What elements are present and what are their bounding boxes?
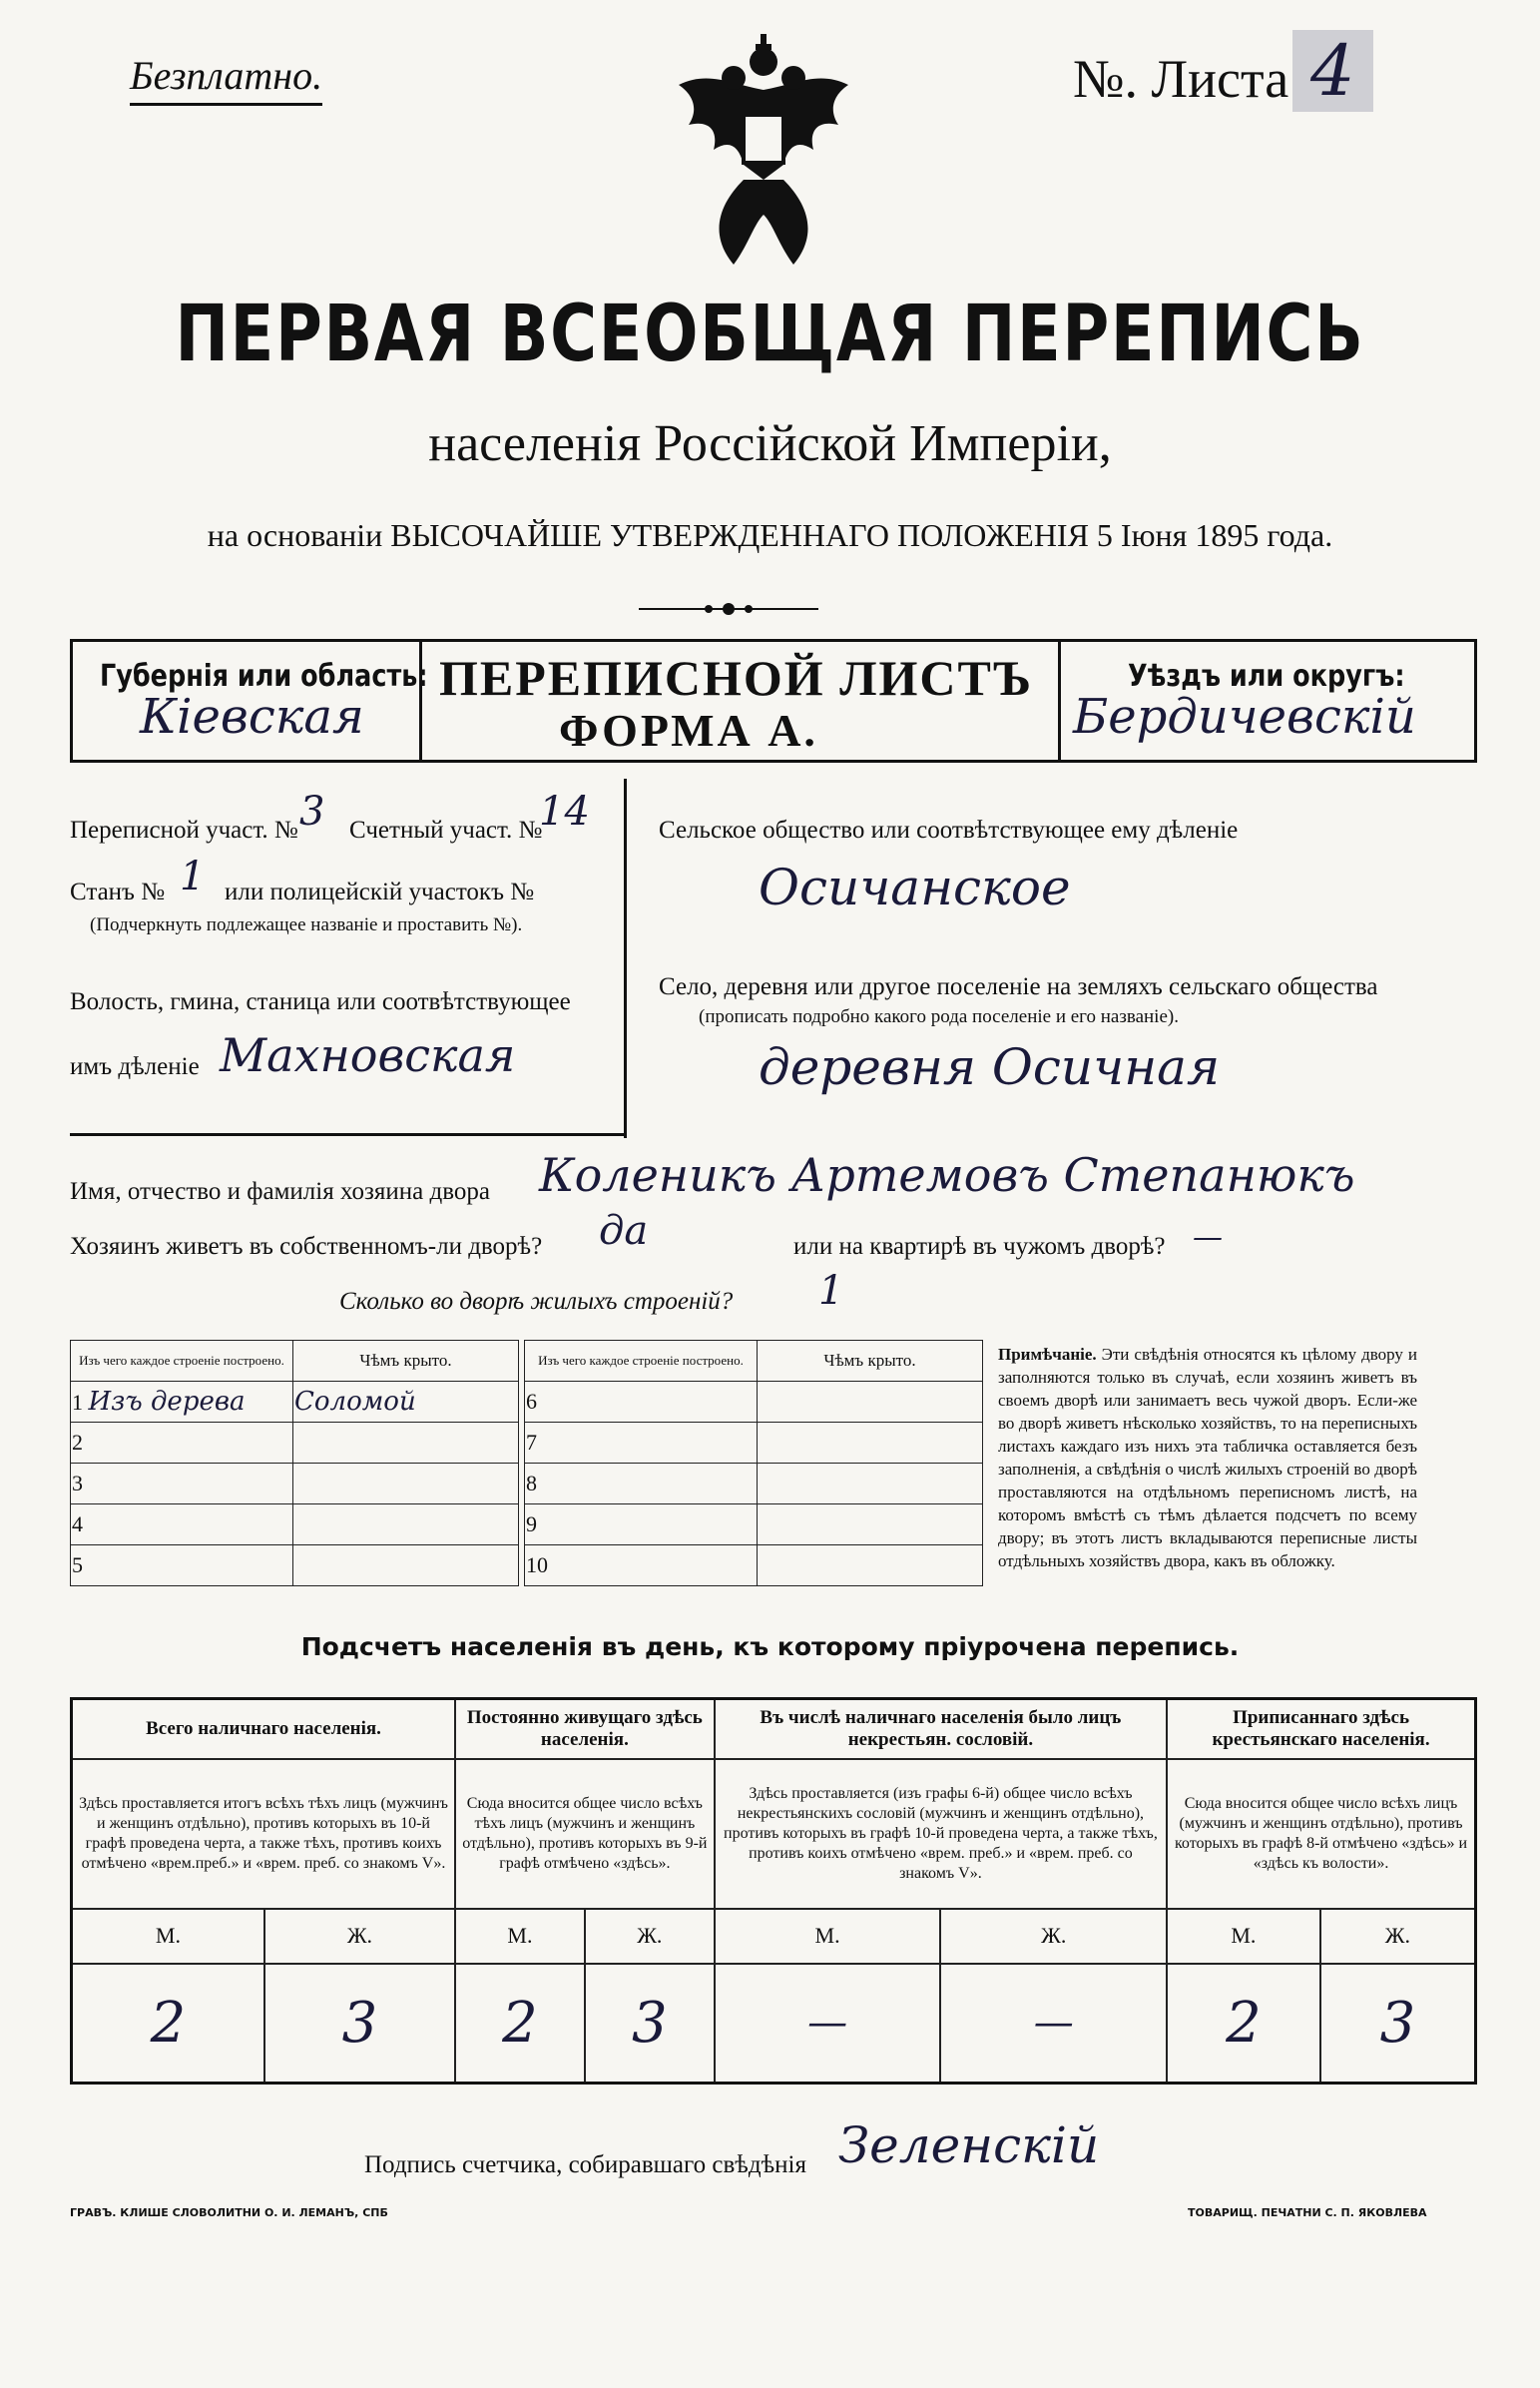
col-title-registered: Приписаннаго здѣсь крестьянскаго населенія. <box>1167 1699 1475 1759</box>
uezd-label: Уѣздъ или округъ: <box>1128 659 1405 694</box>
stan-label: Станъ № <box>70 879 166 905</box>
society-value: Осичанское <box>759 859 1071 916</box>
gubernia-label: Губернія или область: <box>100 659 428 694</box>
volost-label-1: Волость, гмина, станица или соотвѣтствующее <box>70 988 571 1015</box>
signature-value: Зеленскій <box>838 2116 1100 2174</box>
table-row <box>71 1464 519 1504</box>
page-title: ПЕРВАЯ ВСЕОБЩАЯ ПЕРЕПИСЬ <box>175 290 1365 379</box>
middle-divider <box>624 779 627 1138</box>
rented-value: — <box>1193 1220 1223 1255</box>
village-label: Село, деревня или другое поселеніе на земляхъ сельскаго общества <box>659 973 1378 1000</box>
male-header: М. <box>455 1909 585 1964</box>
total-male-value: 2 <box>72 1964 264 2084</box>
village-note: (прописать подробно какого рода поселеніе и его названіе). <box>699 1006 1179 1027</box>
legal-basis: на основаніи ВЫСОЧАЙШЕ УТВЕРЖДЕННАГО ПОЛОЖЕНІЯ 5 Іюня 1895 года. <box>207 517 1333 553</box>
population-heading: Подсчетъ населенія въ день, къ которому пріурочена перепись. <box>300 1632 1240 1661</box>
population-table <box>70 1697 1477 2085</box>
col-roof-header: Чѣмъ крыто. <box>293 1341 519 1382</box>
table-row <box>71 1504 519 1545</box>
male-header: М. <box>1167 1909 1320 1964</box>
col-desc-registered: Сюда вносится общее число всѣхъ лицъ (мужчинъ и женщинъ отдѣльно), противъ которыхъ въ графѣ 8-й отмѣчено «здѣсь» и «здѣсь къ волости». <box>1167 1759 1475 1909</box>
table-row <box>525 1545 983 1586</box>
form-subtitle: ФОРМА А. <box>559 705 818 756</box>
society-label: Сельское общество или соотвѣтствующее ему дѣленіе <box>659 817 1239 844</box>
free-label: Безплатно. <box>130 52 322 106</box>
col-material-header: Изъ чего каждое строеніе построено. <box>525 1341 758 1382</box>
table-row <box>71 1545 519 1586</box>
non-peasant-male-value: — <box>715 1964 941 2084</box>
remark-text: Эти свѣдѣнія относятся къ цѣлому двору и заполняются только въ случаѣ, если хозяинъ живетъ въ своемъ дворѣ или занимаетъ весь чужой дворъ. Если-же во дворѣ живетъ нѣсколько хозяйствъ, то на переписныхъ листахъ каждаго изъ нихъ эта табличка оставляется безъ заполненія, а свѣдѣнія о числѣ жилыхъ строеній во дворѣ проставляются на отдѣльномъ переписномъ листѣ, на которомъ вмѣстѣ съ тѣмъ дѣлается подсчетъ по всему двору; въ этотъ листъ вкладываются переписные листы отдѣльныхъ хозяйствъ двора, какъ въ обложку. <box>998 1345 1417 1570</box>
left-block-bottom <box>70 1133 624 1136</box>
row-number: 3 <box>72 1471 83 1495</box>
census-plot-value: 3 <box>299 789 325 835</box>
own-yard-value: да <box>599 1208 649 1254</box>
permanent-female-value: 3 <box>585 1964 715 2084</box>
roof-value: Соломой <box>293 1382 519 1423</box>
total-female-value: 3 <box>264 1964 455 2084</box>
underline-note: (Подчеркнуть подлежащее названіе и проставить №). <box>90 914 523 935</box>
signature-label: Подпись счетчика, собиравшаго свѣдѣнія <box>364 2151 806 2178</box>
col-title-non-peasant: Въ числѣ наличнаго населенія было лицъ некрестьян. сословій. <box>715 1699 1167 1759</box>
village-value: деревня Осичная <box>759 1038 1221 1096</box>
male-header: М. <box>72 1909 264 1964</box>
col-title-permanent: Постоянно живущаго здѣсь населенія. <box>455 1699 715 1759</box>
col-title-total: Всего наличнаго населенія. <box>72 1699 456 1759</box>
row-number: 1 <box>72 1390 83 1415</box>
double-headed-eagle-emblem <box>639 30 888 280</box>
divider-ornament <box>639 597 818 621</box>
volost-value: Махновская <box>220 1028 516 1082</box>
row-number: 7 <box>526 1430 537 1455</box>
female-header: Ж. <box>940 1909 1167 1964</box>
col-desc-non-peasant: Здѣсь проставляется (изъ графы 6-й) общее число всѣхъ некрестьянскихъ сословій (мужчинъ и женщинъ отдѣльно), противъ которыхъ въ графѣ 10-й проведена черта, а также тѣхъ, противъ коихъ отмѣчено «врем. преб.» и «врем. преб. со знакомъ V». <box>715 1759 1167 1909</box>
buildings-table-right <box>524 1340 983 1586</box>
remark-block <box>998 1343 1417 1572</box>
table-row <box>525 1423 983 1464</box>
count-plot-label: Счетный участ. № <box>349 817 543 844</box>
sheet-number-value: 4 <box>1292 30 1373 112</box>
sheet-number-label: №. Листа <box>1073 49 1289 109</box>
row-number: 5 <box>72 1552 83 1577</box>
row-number: 6 <box>526 1389 537 1414</box>
stan-value: 1 <box>180 854 206 899</box>
table-row <box>525 1382 983 1423</box>
registered-male-value: 2 <box>1167 1964 1320 2084</box>
form-title: ПЕРЕПИСНОЙ ЛИСТЪ <box>439 650 1034 706</box>
col-roof-header: Чѣмъ крыто. <box>758 1341 983 1382</box>
gubernia-value: Кіевская <box>140 689 364 745</box>
female-header: Ж. <box>585 1909 715 1964</box>
page-subtitle: населенія Россійской Имперіи, <box>428 415 1112 472</box>
table-row <box>71 1382 519 1423</box>
col-material-header: Изъ чего каждое строеніе построено. <box>71 1341 293 1382</box>
non-peasant-female-value: — <box>940 1964 1167 2084</box>
owner-name-label: Имя, отчество и фамилія хозяина двора <box>70 1178 490 1205</box>
registered-female-value: 3 <box>1320 1964 1476 2084</box>
footer-right: ТОВАРИЩ. ПЕЧАТНИ С. П. ЯКОВЛЕВА <box>1188 2206 1427 2219</box>
uezd-value: Бердичевскій <box>1073 689 1416 745</box>
rented-label: или на квартирѣ въ чужомъ дворѣ? <box>793 1233 1166 1260</box>
table-row <box>525 1504 983 1545</box>
census-plot-label: Переписной участ. № <box>70 817 298 844</box>
buildings-count-value: 1 <box>818 1268 844 1314</box>
table-row <box>525 1464 983 1504</box>
owner-name-value: Коленикъ Артемовъ Степанюкъ <box>539 1148 1355 1202</box>
male-header: М. <box>715 1909 941 1964</box>
col-desc-total: Здѣсь проставляется итогъ всѣхъ тѣхъ лицъ (мужчинъ и женщинъ отдѣльно), противъ которыхъ въ 10-й графѣ проведена черта, а также тѣхъ, противъ коихъ отмѣчено «врем.преб.» и «врем. преб. со знакомъ V». <box>72 1759 456 1909</box>
row-number: 2 <box>72 1430 83 1455</box>
female-header: Ж. <box>264 1909 455 1964</box>
female-header: Ж. <box>1320 1909 1476 1964</box>
buildings-table-left <box>70 1340 519 1586</box>
material-value: Изъ дерева <box>88 1387 246 1417</box>
row-number: 8 <box>526 1471 537 1495</box>
row-number: 9 <box>526 1511 537 1536</box>
col-desc-permanent: Сюда вносится общее число всѣхъ тѣхъ лицъ (мужчинъ и женщинъ отдѣльно), противъ которыхъ въ 9-й графѣ отмѣчено «здѣсь». <box>455 1759 715 1909</box>
row-number: 10 <box>526 1552 548 1577</box>
remark-title: Примѣчаніе. <box>998 1345 1097 1364</box>
police-label: или полицейскій участокъ № <box>225 879 535 905</box>
row-number: 4 <box>72 1511 83 1536</box>
buildings-count-label: Сколько во дворѣ жилыхъ строеній? <box>339 1288 734 1315</box>
volost-label-2: имъ дѣленіе <box>70 1053 200 1080</box>
table-row <box>71 1423 519 1464</box>
permanent-male-value: 2 <box>455 1964 585 2084</box>
footer-left: ГРАВЪ. КЛИШЕ СЛОВОЛИТНИ О. И. ЛЕМАНЪ, СПБ <box>70 2206 388 2219</box>
count-plot-value: 14 <box>539 789 590 835</box>
own-yard-label: Хозяинъ живетъ въ собственномъ-ли дворѣ? <box>70 1233 543 1260</box>
